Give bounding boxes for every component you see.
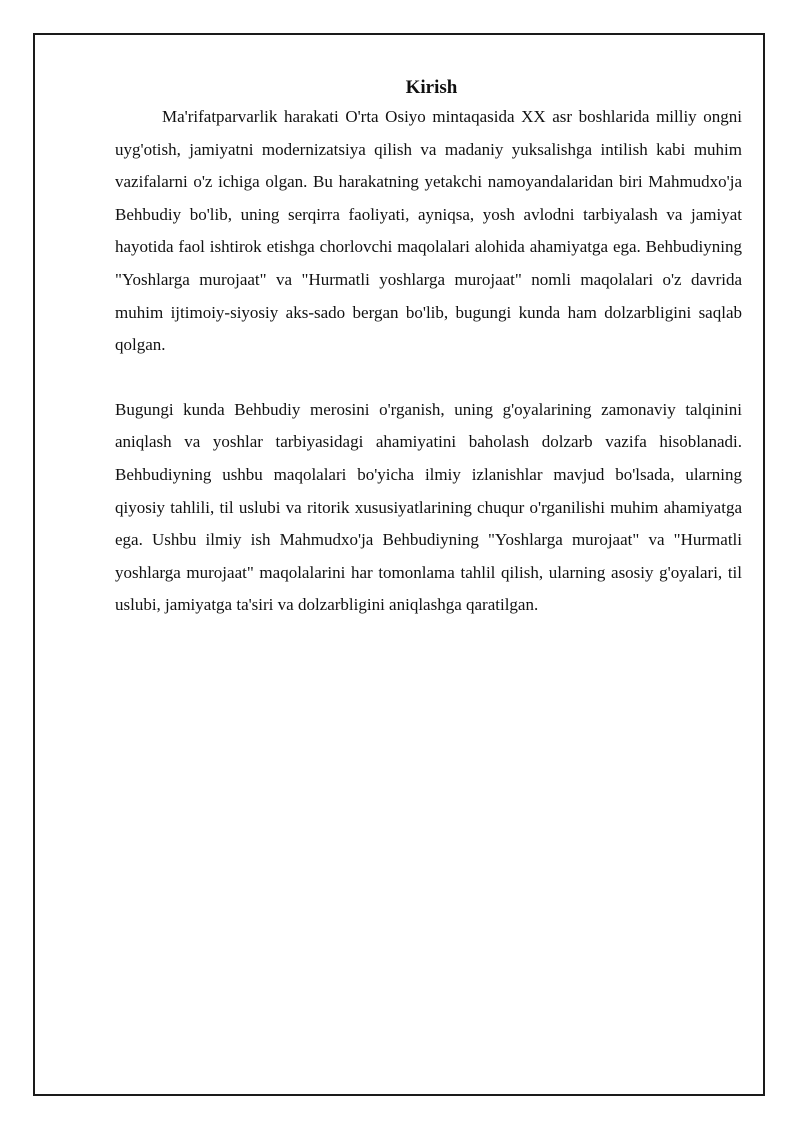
paragraph-introduction: Ma'rifatparvarlik harakati O'rta Osiyo mintaqasida XX asr boshlarida milliy ongni uyg'otish, jamiyatni modernizatsiya qilish va madaniy yuksalishga intilish kabi muhim vazifalarni o'z ichiga olgan. Bu harakatning yetakchi namoyandalaridan biri Mahmudxo'ja Behbudiy bo'lib, uning serqirra faoliyati, ayniqsa, yosh avlodni tarbiyalash va jamiyat hayotida faol ishtirok etishga chorlovchi maqolalari alohida ahamiyatga ega. Behbudiyning "Yoshlarga murojaat" va "Hurmatli yoshlarga murojaat" nomli maqolalari o'z davrida muhim ijtimoiy-siyosiy aks-sado bergan bo'lib, bugungi kunda ham dolzarbligini saqlab qolgan. [115, 107, 742, 355]
page-title: Kirish [405, 77, 458, 98]
document-body [115, 75, 742, 622]
paragraph-relevance: Bugungi kunda Behbudiy merosini o'rganish, uning g'oyalarining zamonaviy talqinini aniqlash va yoshlar tarbiyasidagi ahamiyatini baholash dolzarb vazifa hisoblanadi. Behbudiyning ushbu maqolalari bo'yicha ilmiy izlanishlar mavjud bo'lsada, ularning qiyosiy tahlili, til uslubi va ritorik xususiyatlarining chuqur o'rganilishi muhim ahamiyatga ega. Ushbu ilmiy ish Mahmudxo'ja Behbudiyning "Yoshlarga murojaat" va "Hurmatli yoshlarga murojaat" maqolalarini har tomonlama tahlil qilish, ularning asosiy g'oyalari, til uslubi, jamiyatga ta'siri va dolzarbligini aniqlashga qaratilgan. [115, 399, 742, 615]
